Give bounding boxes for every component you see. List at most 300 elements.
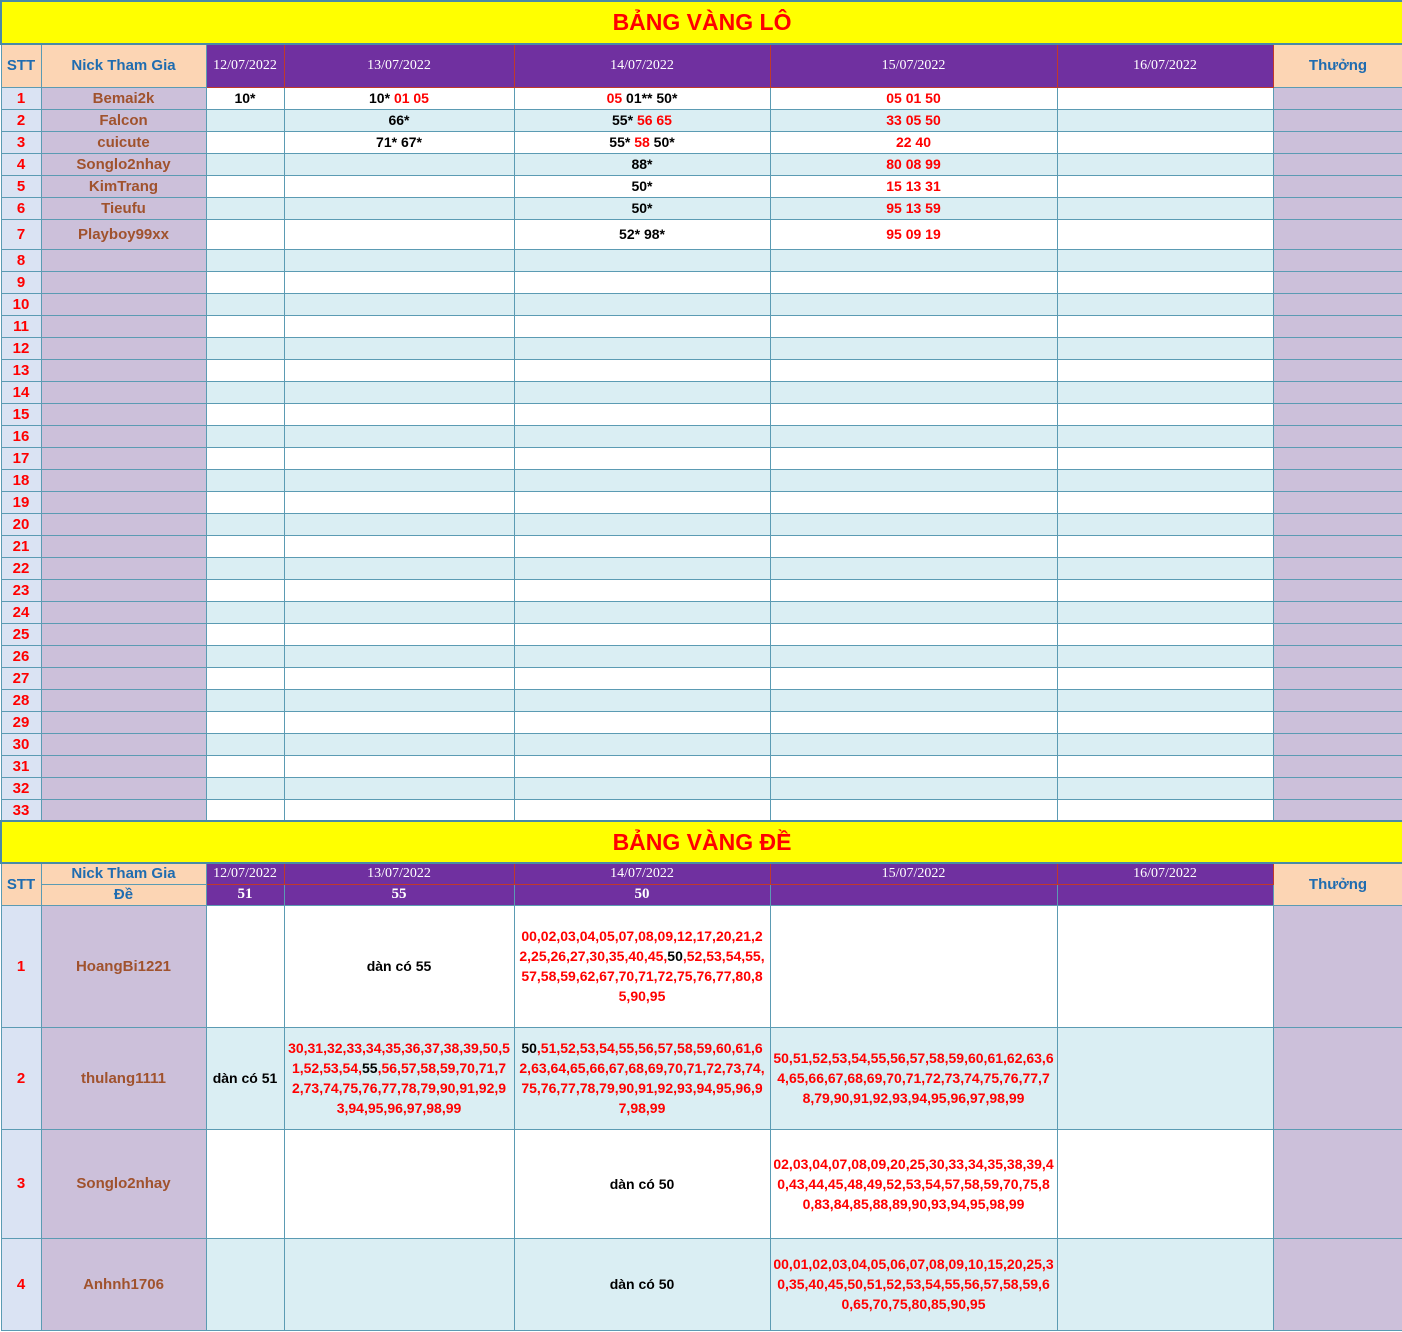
lo-day-cell: [514, 711, 770, 733]
prize-cell: [1273, 197, 1402, 219]
de-table-row: [1, 1238, 1402, 1330]
lo-day-cell: [770, 175, 1057, 197]
lo-day-cell: [514, 491, 770, 513]
lo-day-cell: [770, 87, 1057, 109]
lo-day-cell: [1057, 315, 1273, 337]
de-day-cell: [206, 1238, 284, 1330]
lo-day-cell: [1057, 425, 1273, 447]
row-number: 26: [1, 645, 41, 667]
prize-cell: [1273, 175, 1402, 197]
cell-text-segment: 55*: [609, 134, 635, 150]
lo-day-cell: [770, 249, 1057, 271]
lo-day-cell: [284, 711, 514, 733]
player-nick: Falcon: [41, 109, 206, 131]
lo-day-cell: [514, 755, 770, 777]
row-number: 4: [1, 1238, 41, 1330]
lo-day-cell: [284, 219, 514, 249]
prize-cell: [1273, 777, 1402, 799]
cell-text-segment: 22 40: [895, 134, 932, 150]
lo-day-cell: [514, 175, 770, 197]
prize-cell: [1273, 425, 1402, 447]
lo-day-cell: [284, 755, 514, 777]
lo-day-cell: [770, 153, 1057, 175]
lo-day-cell: [1057, 645, 1273, 667]
cell-text-segment: 00,02,03,04,05,07,08,09,12,17,20,21,22,25,26,27,30,35,40,45,: [519, 928, 763, 964]
prize-cell: [1273, 557, 1402, 579]
lo-day-cell: [284, 469, 514, 491]
lo-header-date: 13/07/2022: [284, 44, 514, 87]
lo-day-cell: [284, 491, 514, 513]
lo-day-cell: [770, 447, 1057, 469]
lo-day-cell: [206, 733, 284, 755]
lo-day-cell: [1057, 403, 1273, 425]
lo-day-cell: [206, 87, 284, 109]
player-nick: [41, 645, 206, 667]
lo-day-cell: [770, 491, 1057, 513]
lo-day-cell: [514, 447, 770, 469]
lo-day-cell: [206, 755, 284, 777]
prize-cell: [1273, 381, 1402, 403]
de-day-cell: [514, 905, 770, 1027]
lo-table-row: [1, 755, 1402, 777]
lo-day-cell: [284, 337, 514, 359]
lo-day-cell: [770, 689, 1057, 711]
row-number: 7: [1, 219, 41, 249]
lo-table-row: [1, 513, 1402, 535]
lo-day-cell: [770, 799, 1057, 821]
prize-cell: [1273, 667, 1402, 689]
lo-day-cell: [770, 579, 1057, 601]
lo-day-cell: [284, 381, 514, 403]
lo-table-row: [1, 447, 1402, 469]
lo-day-cell: [1057, 601, 1273, 623]
row-number: 28: [1, 689, 41, 711]
lo-day-cell: [1057, 535, 1273, 557]
lo-day-cell: [206, 131, 284, 153]
lo-table-row: [1, 623, 1402, 645]
lo-day-cell: [1057, 131, 1273, 153]
lo-day-cell: [1057, 197, 1273, 219]
lo-day-cell: [284, 403, 514, 425]
lo-day-cell: [206, 175, 284, 197]
lo-table-row: [1, 403, 1402, 425]
lo-day-cell: [514, 535, 770, 557]
player-nick: Anhnh1706: [41, 1238, 206, 1330]
lo-table-row: [1, 337, 1402, 359]
lo-header-nick: Nick Tham Gia: [41, 44, 206, 87]
cell-text-segment: 55: [362, 1060, 378, 1076]
lo-day-cell: [284, 425, 514, 447]
lo-table-row: [1, 109, 1402, 131]
lo-day-cell: [284, 557, 514, 579]
lo-header-stt: STT: [1, 44, 41, 87]
lo-day-cell: [206, 579, 284, 601]
cell-text-segment: 95 09 19: [886, 226, 941, 242]
lo-table-row: [1, 271, 1402, 293]
row-number: 14: [1, 381, 41, 403]
lo-day-cell: [206, 249, 284, 271]
row-number: 33: [1, 799, 41, 821]
row-number: 20: [1, 513, 41, 535]
lo-day-cell: [206, 535, 284, 557]
de-title: BẢNG VÀNG ĐỀ: [1, 821, 1402, 863]
player-nick: [41, 491, 206, 513]
lo-day-cell: [1057, 777, 1273, 799]
lo-day-cell: [514, 667, 770, 689]
lo-day-cell: [1057, 359, 1273, 381]
prize-cell: [1273, 249, 1402, 271]
lo-day-cell: [514, 623, 770, 645]
lo-day-cell: [1057, 711, 1273, 733]
lo-day-cell: [514, 153, 770, 175]
lo-day-cell: [284, 623, 514, 645]
cell-text-segment: 95 13 59: [886, 200, 941, 216]
cell-text-segment: 33 05 50: [886, 112, 941, 128]
player-nick: [41, 315, 206, 337]
de-table-row: [1, 905, 1402, 1027]
row-number: 1: [1, 905, 41, 1027]
lo-day-cell: [770, 777, 1057, 799]
de-day-cell: [284, 1027, 514, 1129]
prize-cell: [1273, 1238, 1402, 1330]
lo-day-cell: [514, 315, 770, 337]
player-nick: [41, 535, 206, 557]
prize-cell: [1273, 1129, 1402, 1238]
row-number: 25: [1, 623, 41, 645]
lo-header-date: 14/07/2022: [514, 44, 770, 87]
prize-cell: [1273, 755, 1402, 777]
de-body: [1, 905, 1402, 1330]
lo-day-cell: [1057, 579, 1273, 601]
row-number: 15: [1, 403, 41, 425]
lo-day-cell: [514, 271, 770, 293]
prize-cell: [1273, 109, 1402, 131]
lo-table-row: [1, 469, 1402, 491]
row-number: 11: [1, 315, 41, 337]
player-nick: [41, 337, 206, 359]
lo-day-cell: [770, 623, 1057, 645]
player-nick: [41, 601, 206, 623]
lo-day-cell: [514, 337, 770, 359]
lo-day-cell: [284, 535, 514, 557]
player-nick: [41, 755, 206, 777]
de-day-cell: [1057, 1129, 1273, 1238]
cell-text-segment: dàn có 55: [366, 958, 432, 974]
de-result: [770, 884, 1057, 905]
player-nick: [41, 799, 206, 821]
lo-day-cell: [1057, 557, 1273, 579]
de-result: 50: [514, 884, 770, 905]
prize-cell: [1273, 905, 1402, 1027]
lo-day-cell: [770, 601, 1057, 623]
lo-header-date: 12/07/2022: [206, 44, 284, 87]
lo-day-cell: [284, 315, 514, 337]
lo-table-row: [1, 689, 1402, 711]
lo-day-cell: [206, 337, 284, 359]
lo-day-cell: [206, 711, 284, 733]
lo-day-cell: [284, 197, 514, 219]
lo-day-cell: [1057, 153, 1273, 175]
lo-day-cell: [514, 469, 770, 491]
row-number: 24: [1, 601, 41, 623]
lo-table-row: [1, 601, 1402, 623]
lo-day-cell: [770, 197, 1057, 219]
de-header-nick: Nick Tham Gia: [41, 863, 206, 884]
row-number: 22: [1, 557, 41, 579]
lo-day-cell: [284, 293, 514, 315]
player-nick: [41, 403, 206, 425]
cell-text-segment: 71* 67*: [376, 134, 422, 150]
lo-day-cell: [284, 645, 514, 667]
prize-cell: [1273, 579, 1402, 601]
lo-day-cell: [770, 513, 1057, 535]
prize-cell: [1273, 623, 1402, 645]
lo-day-cell: [284, 153, 514, 175]
lo-day-cell: [770, 109, 1057, 131]
lo-day-cell: [1057, 381, 1273, 403]
lo-day-cell: [770, 315, 1057, 337]
lo-day-cell: [1057, 271, 1273, 293]
lo-table-row: [1, 197, 1402, 219]
de-day-cell: [1057, 1027, 1273, 1129]
lo-day-cell: [206, 447, 284, 469]
cell-text-segment: 50: [521, 1040, 537, 1056]
row-number: 31: [1, 755, 41, 777]
lo-table-row: [1, 667, 1402, 689]
lo-day-cell: [770, 645, 1057, 667]
de-header-date: 16/07/2022: [1057, 863, 1273, 884]
lo-day-cell: [1057, 799, 1273, 821]
lo-day-cell: [1057, 623, 1273, 645]
cell-text-segment: dàn có 50: [609, 1276, 675, 1292]
prize-cell: [1273, 469, 1402, 491]
row-number: 19: [1, 491, 41, 513]
lo-day-cell: [206, 469, 284, 491]
prize-cell: [1273, 359, 1402, 381]
row-number: 23: [1, 579, 41, 601]
de-header-date: 14/07/2022: [514, 863, 770, 884]
lo-table-row: [1, 777, 1402, 799]
player-nick: thulang1111: [41, 1027, 206, 1129]
lo-day-cell: [1057, 87, 1273, 109]
cell-text-segment: 50*: [631, 178, 653, 194]
row-number: 30: [1, 733, 41, 755]
lo-table-row: [1, 219, 1402, 249]
de-day-cell: [284, 905, 514, 1027]
row-number: 1: [1, 87, 41, 109]
lo-day-cell: [206, 109, 284, 131]
player-nick: [41, 579, 206, 601]
cell-text-segment: 50*: [631, 200, 653, 216]
lo-day-cell: [514, 777, 770, 799]
lo-day-cell: [514, 249, 770, 271]
cell-text-segment: 02,03,04,07,08,09,20,25,30,33,34,35,38,39,40,43,44,45,48,49,52,53,54,57,58,59,70,75,80,83,84,85,88,89,90,93,94,95,98,99: [773, 1155, 1054, 1212]
lo-day-cell: [284, 447, 514, 469]
lo-day-cell: [1057, 219, 1273, 249]
player-nick: cuicute: [41, 131, 206, 153]
de-day-cell: [206, 1129, 284, 1238]
lo-table-row: [1, 293, 1402, 315]
lo-table-row: [1, 491, 1402, 513]
lo-day-cell: [206, 799, 284, 821]
cell-text-segment: 56 65: [636, 112, 672, 128]
de-header-nick-sub: Đề: [41, 884, 206, 905]
prize-cell: [1273, 535, 1402, 557]
lo-table-row: [1, 381, 1402, 403]
lo-day-cell: [514, 579, 770, 601]
player-nick: Playboy99xx: [41, 219, 206, 249]
lo-day-cell: [206, 381, 284, 403]
row-number: 32: [1, 777, 41, 799]
cell-text-segment: dàn có 50: [609, 1175, 675, 1192]
lo-day-cell: [284, 777, 514, 799]
de-day-cell: [514, 1238, 770, 1330]
lo-day-cell: [770, 469, 1057, 491]
de-day-cell: [206, 1027, 284, 1129]
lo-table-row: [1, 535, 1402, 557]
row-number: 6: [1, 197, 41, 219]
de-result: 51: [206, 884, 284, 905]
de-header-date: 13/07/2022: [284, 863, 514, 884]
player-nick: [41, 667, 206, 689]
lo-table-row: [1, 425, 1402, 447]
lo-day-cell: [514, 425, 770, 447]
row-number: 29: [1, 711, 41, 733]
lo-table-row: [1, 557, 1402, 579]
lo-day-cell: [206, 601, 284, 623]
player-nick: [41, 777, 206, 799]
lo-body: [1, 87, 1402, 821]
player-nick: [41, 381, 206, 403]
player-nick: Songlo2nhay: [41, 1129, 206, 1238]
lo-day-cell: [284, 359, 514, 381]
lo-day-cell: [206, 689, 284, 711]
lo-day-cell: [206, 153, 284, 175]
cell-text-segment: ,51,52,53,54,55,56,57,58,59,60,61,62,63,64,65,66,67,68,69,70,71,72,73,74,75,76,77,78,79,90,91,92,93,94,95,96,97,98,99: [519, 1040, 765, 1116]
lo-day-cell: [1057, 733, 1273, 755]
player-nick: Bemai2k: [41, 87, 206, 109]
row-number: 3: [1, 1129, 41, 1238]
de-day-cell: [514, 1129, 770, 1238]
de-day-cell: [770, 1238, 1057, 1330]
lo-day-cell: [206, 667, 284, 689]
cell-text-segment: ,56,57,58,59,70,71,72,73,74,75,76,77,78,79,90,91,92,93,94,95,96,97,98,99: [291, 1060, 507, 1116]
lo-day-cell: [514, 381, 770, 403]
de-result: 55: [284, 884, 514, 905]
player-nick: [41, 623, 206, 645]
prize-cell: [1273, 403, 1402, 425]
lo-day-cell: [284, 131, 514, 153]
lo-table-row: [1, 799, 1402, 821]
lo-day-cell: [770, 337, 1057, 359]
cell-text-segment: ,52,53,54,55,57,58,59,62,67,70,71,72,75,76,77,80,85,90,95: [521, 948, 765, 1004]
lo-day-cell: [770, 381, 1057, 403]
lo-day-cell: [514, 219, 770, 249]
lo-day-cell: [206, 513, 284, 535]
prize-cell: [1273, 293, 1402, 315]
de-header-date: 15/07/2022: [770, 863, 1057, 884]
lo-title: BẢNG VÀNG LÔ: [1, 1, 1402, 44]
row-number: 4: [1, 153, 41, 175]
cell-text-segment: 50: [667, 948, 683, 964]
player-nick: KimTrang: [41, 175, 206, 197]
row-number: 5: [1, 175, 41, 197]
lo-day-cell: [514, 689, 770, 711]
cell-text-segment: 10*: [369, 90, 394, 106]
row-number: 21: [1, 535, 41, 557]
lo-day-cell: [514, 601, 770, 623]
row-number: 2: [1, 1027, 41, 1129]
lo-day-cell: [1057, 293, 1273, 315]
lo-day-cell: [514, 87, 770, 109]
de-day-cell: [770, 905, 1057, 1027]
lo-day-cell: [770, 425, 1057, 447]
cell-text-segment: 00,01,02,03,04,05,06,07,08,09,10,15,20,25,30,35,40,45,50,51,52,53,54,55,56,57,58,59,60,65,70,75,80,85,90,95: [773, 1256, 1054, 1312]
lo-day-cell: [770, 293, 1057, 315]
lo-day-cell: [206, 623, 284, 645]
lo-day-cell: [770, 271, 1057, 293]
de-day-cell: [1057, 1238, 1273, 1330]
lo-table-row: [1, 711, 1402, 733]
cell-text-segment: 58: [634, 134, 654, 150]
row-number: 27: [1, 667, 41, 689]
cell-text-segment: 10*: [234, 90, 256, 106]
de-day-cell: [284, 1129, 514, 1238]
lo-header-prize: Thưởng: [1273, 44, 1402, 87]
prize-cell: [1273, 601, 1402, 623]
cell-text-segment: 55*: [612, 112, 637, 128]
prize-cell: [1273, 799, 1402, 821]
prize-cell: [1273, 219, 1402, 249]
lo-table-row: [1, 645, 1402, 667]
lo-day-cell: [770, 359, 1057, 381]
player-nick: [41, 425, 206, 447]
lo-day-cell: [284, 271, 514, 293]
lo-day-cell: [284, 689, 514, 711]
de-day-cell: [284, 1238, 514, 1330]
lo-day-cell: [770, 667, 1057, 689]
player-nick: [41, 271, 206, 293]
lo-day-cell: [770, 219, 1057, 249]
lo-day-cell: [284, 249, 514, 271]
row-number: 18: [1, 469, 41, 491]
lo-day-cell: [284, 667, 514, 689]
prize-cell: [1273, 153, 1402, 175]
lo-day-cell: [1057, 689, 1273, 711]
lo-day-cell: [514, 109, 770, 131]
lo-day-cell: [770, 711, 1057, 733]
lo-day-cell: [206, 425, 284, 447]
de-day-cell: [206, 905, 284, 1027]
row-number: 9: [1, 271, 41, 293]
prize-cell: [1273, 1027, 1402, 1129]
player-nick: [41, 513, 206, 535]
lo-table-row: [1, 153, 1402, 175]
cell-text-segment: 88*: [631, 156, 653, 172]
de-day-cell: [770, 1129, 1057, 1238]
lo-day-cell: [1057, 337, 1273, 359]
prize-cell: [1273, 491, 1402, 513]
lo-day-cell: [770, 755, 1057, 777]
lo-day-cell: [514, 293, 770, 315]
lo-table-row: [1, 249, 1402, 271]
lo-day-cell: [206, 777, 284, 799]
lo-table-row: [1, 315, 1402, 337]
de-table-row: [1, 1129, 1402, 1238]
cell-text-segment: dàn có 51: [212, 1070, 278, 1086]
lo-day-cell: [514, 513, 770, 535]
row-number: 13: [1, 359, 41, 381]
